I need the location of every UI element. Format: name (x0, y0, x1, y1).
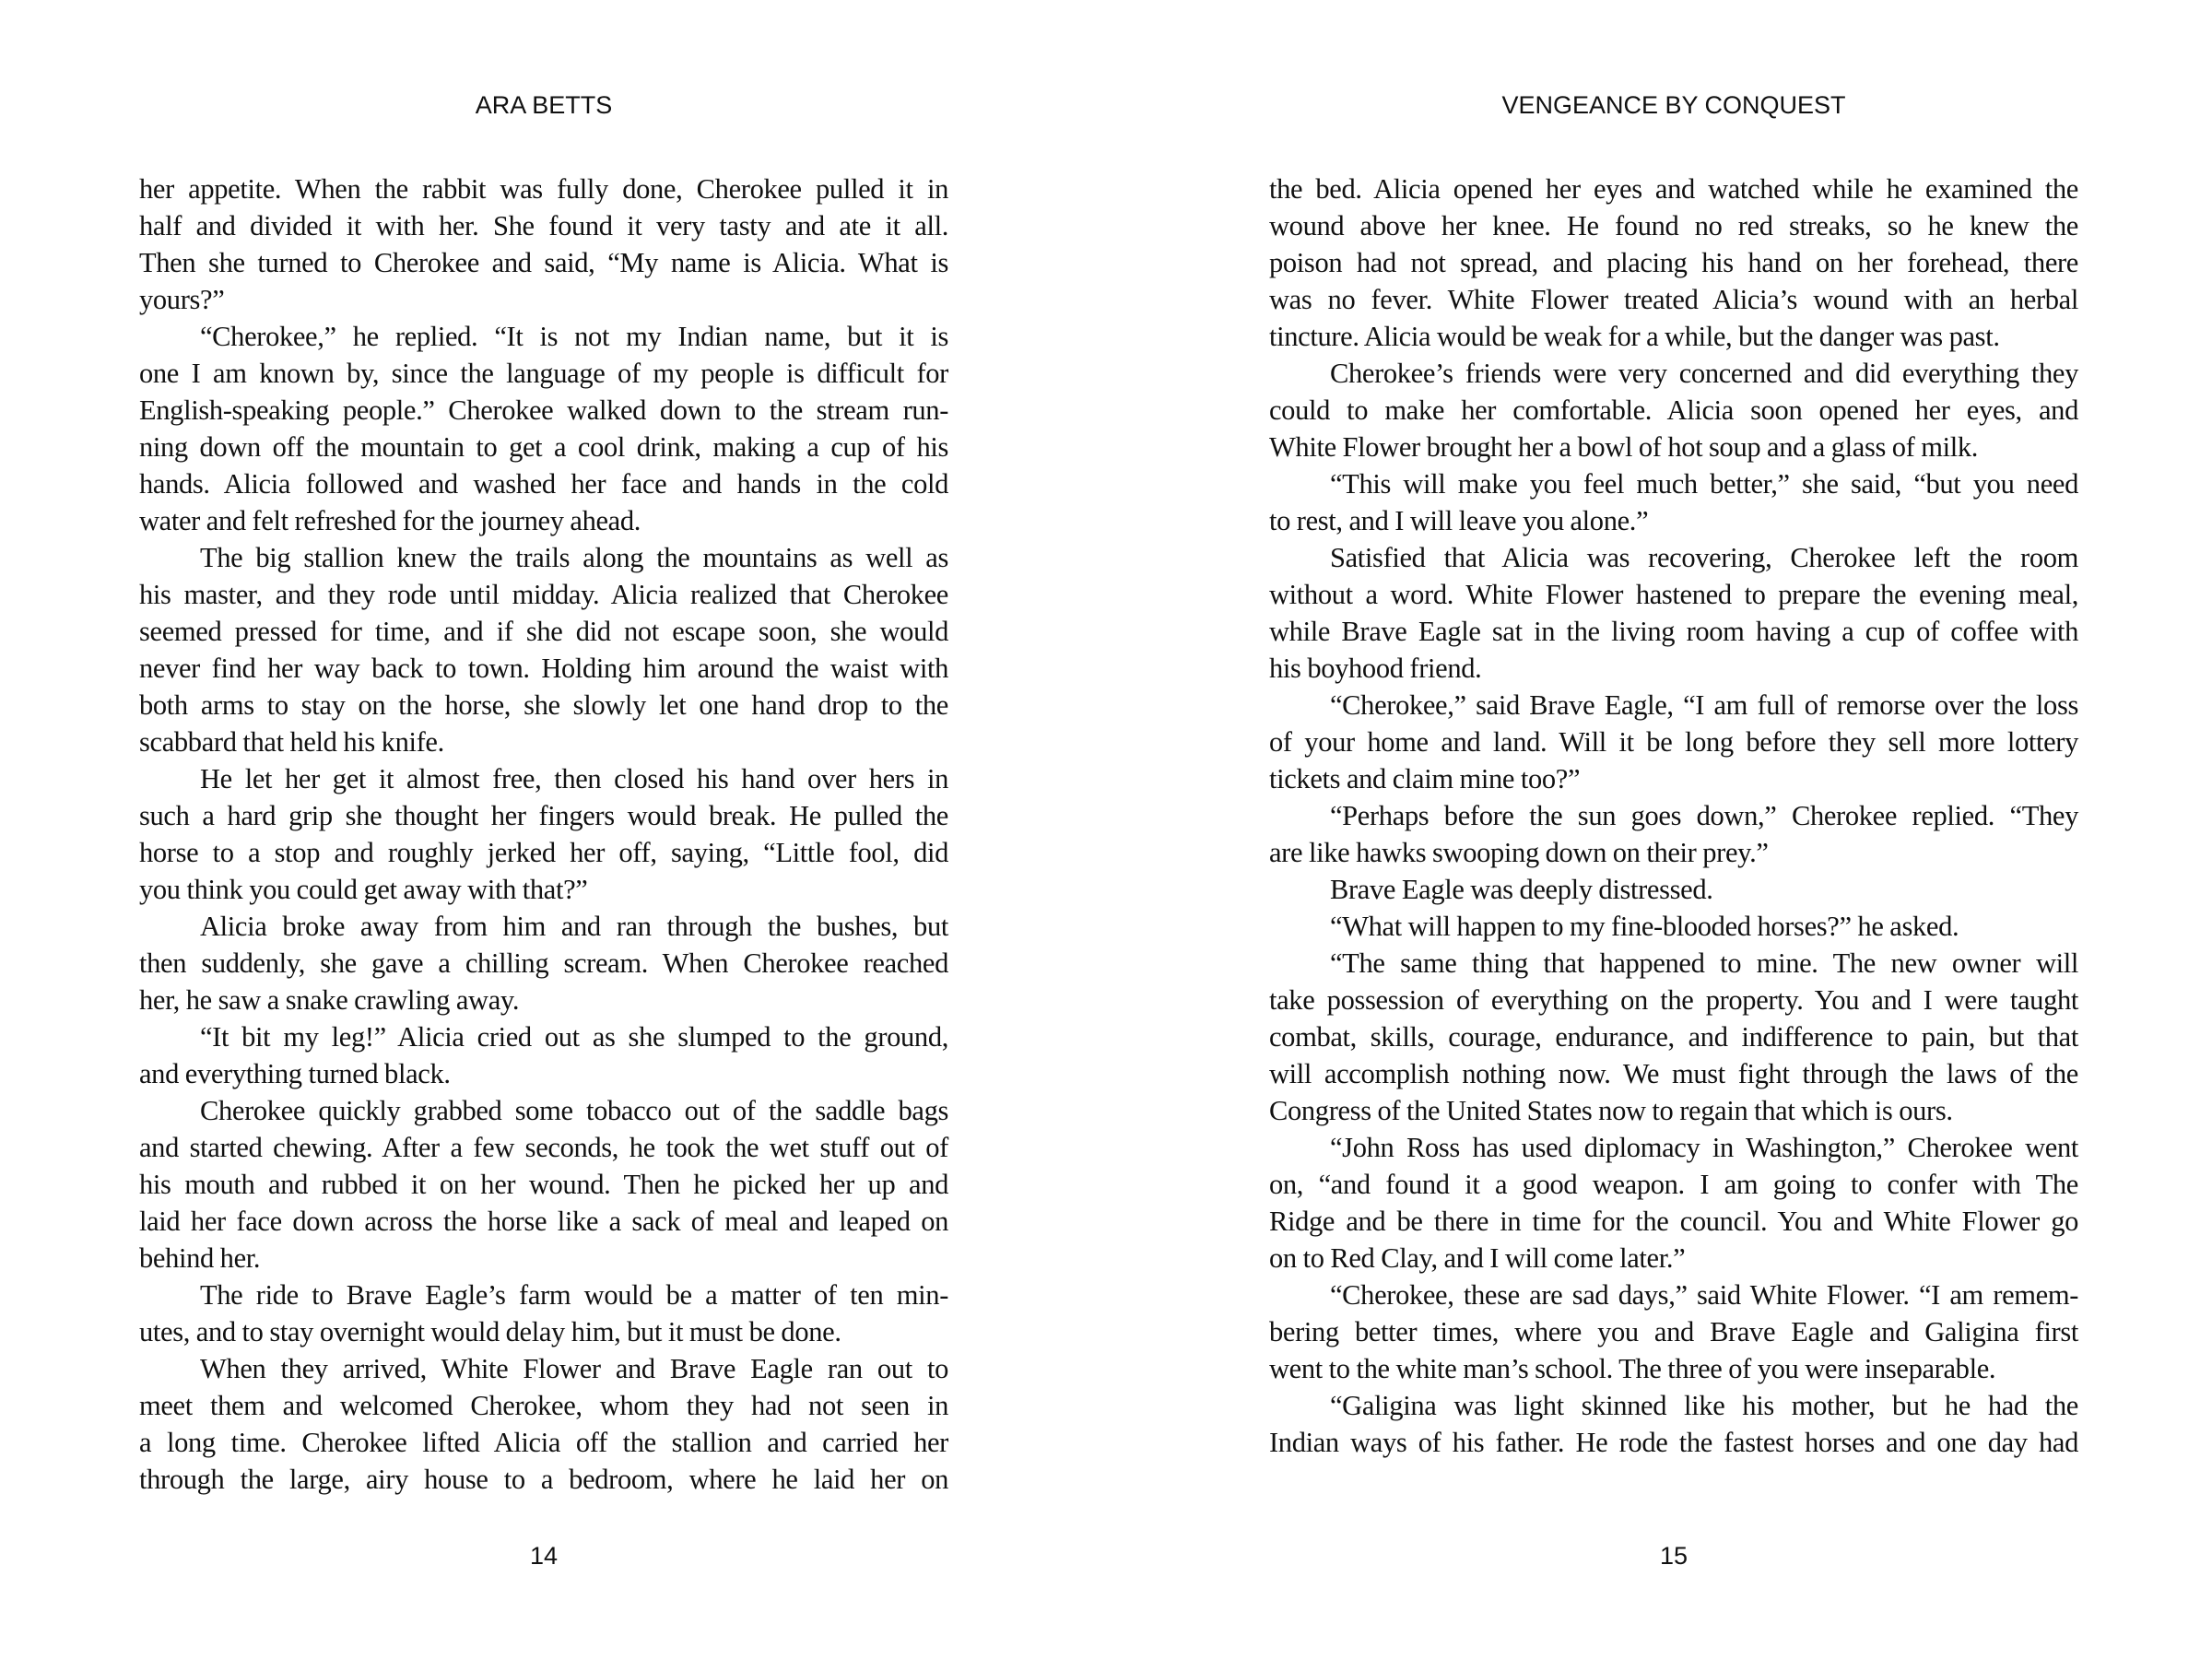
text-line: behind her. (139, 1242, 261, 1274)
text-line: the bed. Alicia opened her eyes and watched while he examined the (1269, 173, 2078, 205)
text-line: “This will make you feel much better,” she said, “but you need (1330, 468, 2078, 500)
text-line: “What will happen to my fine-blooded horses?” he asked. (1330, 911, 1959, 942)
text-line: her appetite. When the rabbit was fully done, Cherokee pulled it in (139, 173, 948, 205)
text-line: “The same thing that happened to mine. The new owner will (1330, 947, 2078, 979)
text-line: water and felt refreshed for the journey ahead. (139, 505, 641, 536)
page-number-left: 14 (529, 1542, 559, 1570)
text-line: “Galigina was light skinned like his mother, but he had the (1330, 1390, 2078, 1421)
text-line: “John Ross has used diplomacy in Washington,” Cherokee went (1330, 1132, 2078, 1163)
text-line: bering better times, where you and Brave Eagle and Galigina first (1269, 1316, 2078, 1347)
text-line: “Perhaps before the sun goes down,” Cherokee replied. “They (1330, 800, 2078, 831)
text-line: seemed pressed for time, and if she did not escape soon, she would (139, 616, 948, 647)
text-line: went to the white man’s school. The three of you were inseparable. (1269, 1353, 1996, 1384)
text-line: “Cherokee,” he replied. “It is not my Indian name, but it is (200, 321, 948, 352)
text-line: tickets and claim mine too?” (1269, 763, 1581, 794)
text-line: Brave Eagle was deeply distressed. (1330, 874, 1713, 905)
running-head-author: ARA BETTS (475, 91, 613, 119)
text-line: both arms to stay on the horse, she slowly let one hand drop to the (139, 689, 948, 721)
right-page (1106, 0, 2212, 1659)
text-line: and started chewing. After a few seconds, he took the wet stuff out of (139, 1132, 948, 1163)
text-line: Satisfied that Alicia was recovering, Cherokee left the room (1330, 542, 2078, 573)
text-line: take possession of everything on the property. You and I were taught (1269, 984, 2078, 1016)
text-line: scabbard that held his knife. (139, 726, 444, 758)
running-head-title: VENGEANCE BY CONQUEST (1501, 91, 1846, 119)
text-line: English-speaking people.” Cherokee walked down to the stream run- (139, 394, 948, 426)
text-line: Cherokee quickly grabbed some tobacco out of the saddle bags (200, 1095, 948, 1126)
text-line: ning down off the mountain to get a cool drink, making a cup of his (139, 431, 948, 463)
text-line: his boyhood friend. (1269, 653, 1482, 684)
text-line: Alicia broke away from him and ran through the bushes, but (200, 911, 948, 942)
text-line: The big stallion knew the trails along the mountains as well as (200, 542, 948, 573)
text-line: on to Red Clay, and I will come later.” (1269, 1242, 1686, 1274)
text-line: meet them and welcomed Cherokee, whom they had not seen in (139, 1390, 948, 1421)
text-line: utes, and to stay overnight would delay him, but it must be done. (139, 1316, 841, 1347)
text-line: of your home and land. Will it be long before they sell more lottery (1269, 726, 2078, 758)
text-line: “Cherokee, these are sad days,” said White Flower. “I am remem- (1330, 1279, 2078, 1311)
text-line: his mouth and rubbed it on her wound. Then he picked her up and (139, 1169, 948, 1200)
text-line: was no fever. White Flower treated Alicia’s wound with an herbal (1269, 284, 2078, 315)
text-line: never find her way back to town. Holding him around the waist with (139, 653, 948, 684)
text-line: on, “and found it a good weapon. I am going to confer with The (1269, 1169, 2078, 1200)
text-line: could to make her comfortable. Alicia soon opened her eyes, and (1269, 394, 2078, 426)
text-line: White Flower brought her a bowl of hot soup and a glass of milk. (1269, 431, 1979, 463)
text-line: and everything turned black. (139, 1058, 451, 1089)
body-text-right (1269, 171, 2078, 1461)
text-line: combat, skills, courage, endurance, and indifference to pain, but that (1269, 1021, 2078, 1053)
text-line: Cherokee’s friends were very concerned and did everything they (1330, 358, 2078, 389)
text-line: Indian ways of his father. He rode the fastest horses and one day had (1269, 1427, 2078, 1458)
text-line: such a hard grip she thought her fingers would break. He pulled the (139, 800, 948, 831)
page-number-right: 15 (1659, 1542, 1688, 1570)
text-line: his master, and they rode until midday. Alicia realized that Cherokee (139, 579, 948, 610)
text-line: Congress of the United States now to regain that which is ours. (1269, 1095, 1953, 1126)
text-line: Then she turned to Cherokee and said, “My name is Alicia. What is (139, 247, 948, 278)
text-line: through the large, airy house to a bedroom, where he laid her on (139, 1464, 948, 1495)
text-line: “It bit my leg!” Alicia cried out as she slumped to the ground, (200, 1021, 948, 1053)
body-text-left (139, 171, 948, 1498)
text-line: without a word. White Flower hastened to prepare the evening meal, (1269, 579, 2078, 610)
text-line: you think you could get away with that?” (139, 874, 588, 905)
text-line: The ride to Brave Eagle’s farm would be a matter of ten min- (200, 1279, 948, 1311)
text-line: one I am known by, since the language of my people is difficult for (139, 358, 948, 389)
text-line: her, he saw a snake crawling away. (139, 984, 520, 1016)
text-line: a long time. Cherokee lifted Alicia off the stallion and carried her (139, 1427, 948, 1458)
text-line: then suddenly, she gave a chilling scream. When Cherokee reached (139, 947, 948, 979)
text-line: laid her face down across the horse like a sack of meal and leaped on (139, 1206, 948, 1237)
text-line: while Brave Eagle sat in the living room having a cup of coffee with (1269, 616, 2078, 647)
text-line: “Cherokee,” said Brave Eagle, “I am full of remorse over the loss (1330, 689, 2078, 721)
text-line: When they arrived, White Flower and Brave Eagle ran out to (200, 1353, 948, 1384)
text-line: tincture. Alicia would be weak for a while, but the danger was past. (1269, 321, 2000, 352)
text-line: horse to a stop and roughly jerked her off, saying, “Little fool, did (139, 837, 948, 868)
text-line: will accomplish nothing now. We must fight through the laws of the (1269, 1058, 2078, 1089)
text-line: half and divided it with her. She found it very tasty and ate it all. (139, 210, 948, 241)
text-line: Ridge and be there in time for the council. You and White Flower go (1269, 1206, 2078, 1237)
text-line: are like hawks swooping down on their prey.” (1269, 837, 1769, 868)
text-line: to rest, and I will leave you alone.” (1269, 505, 1649, 536)
text-line: He let her get it almost free, then closed his hand over hers in (200, 763, 948, 794)
text-line: yours?” (139, 284, 225, 315)
text-line: poison had not spread, and placing his hand on her forehead, there (1269, 247, 2078, 278)
text-line: hands. Alicia followed and washed her face and hands in the cold (139, 468, 948, 500)
text-line: wound above her knee. He found no red streaks, so he knew the (1269, 210, 2078, 241)
